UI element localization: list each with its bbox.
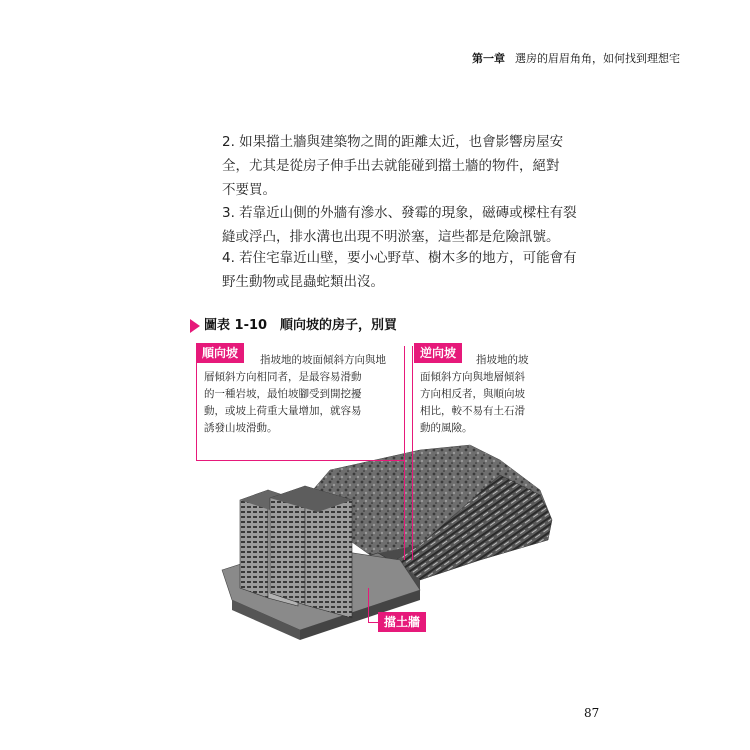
text-line: 面傾斜方向與地層傾斜 <box>420 371 525 383</box>
text-line: 方向相反者，與順向坡 <box>420 388 525 400</box>
text-line: 誘發山坡滑動。 <box>204 422 278 434</box>
chapter-title: 選房的眉眉角角，如何找到理想宅 <box>515 52 680 65</box>
tag-dip-slope: 順向坡 <box>196 343 244 363</box>
text-line: 指坡地的坡面傾斜方向與地 <box>260 354 386 366</box>
tag-retaining-wall: 擋土牆 <box>378 612 426 632</box>
chapter-label: 第一章 <box>472 52 505 65</box>
tag-anti-dip-slope: 逆向坡 <box>414 343 462 363</box>
paragraph-line: 全，尤其是從房子伸手出去就能碰到擋土牆的物件，絕對 <box>222 158 560 174</box>
paragraph-line: 3. 若靠近山側的外牆有滲水、發霉的現象，磁磚或樑柱有裂 <box>222 205 577 221</box>
paragraph-line: 4. 若住宅靠近山壁，要小心野草、樹木多的地方，可能會有 <box>222 250 577 266</box>
text-line: 動，或坡上荷重大量增加，就容易 <box>204 405 362 417</box>
text-line: 指坡地的坡 <box>476 354 529 366</box>
text-line: 動的風險。 <box>420 422 473 434</box>
text-line: 層傾斜方向相同者，是最容易滑動 <box>204 371 362 383</box>
paragraph-line: 野生動物或昆蟲蛇類出沒。 <box>222 274 384 290</box>
right-callout-connector <box>412 440 413 560</box>
dip-slope-description <box>204 352 400 437</box>
figure-title-text: 圖表 1-10 順向坡的房子，別買 <box>204 318 398 333</box>
paragraph-line: 2. 如果擋土牆與建築物之間的距離太近，也會影響房屋安 <box>222 134 564 150</box>
paragraph-line: 不要買。 <box>222 182 276 198</box>
page-number: 87 <box>584 706 600 720</box>
anti-dip-slope-description <box>420 352 546 437</box>
left-callout-connector <box>404 346 405 560</box>
paragraph-line: 縫或浮凸，排水溝也出現不明淤塞，這些都是危險訊號。 <box>222 229 560 245</box>
text-line: 的一種岩坡，最怕坡腳受到開挖擾 <box>204 388 362 400</box>
text-line: 相比，較不易有土石滑 <box>420 405 525 417</box>
